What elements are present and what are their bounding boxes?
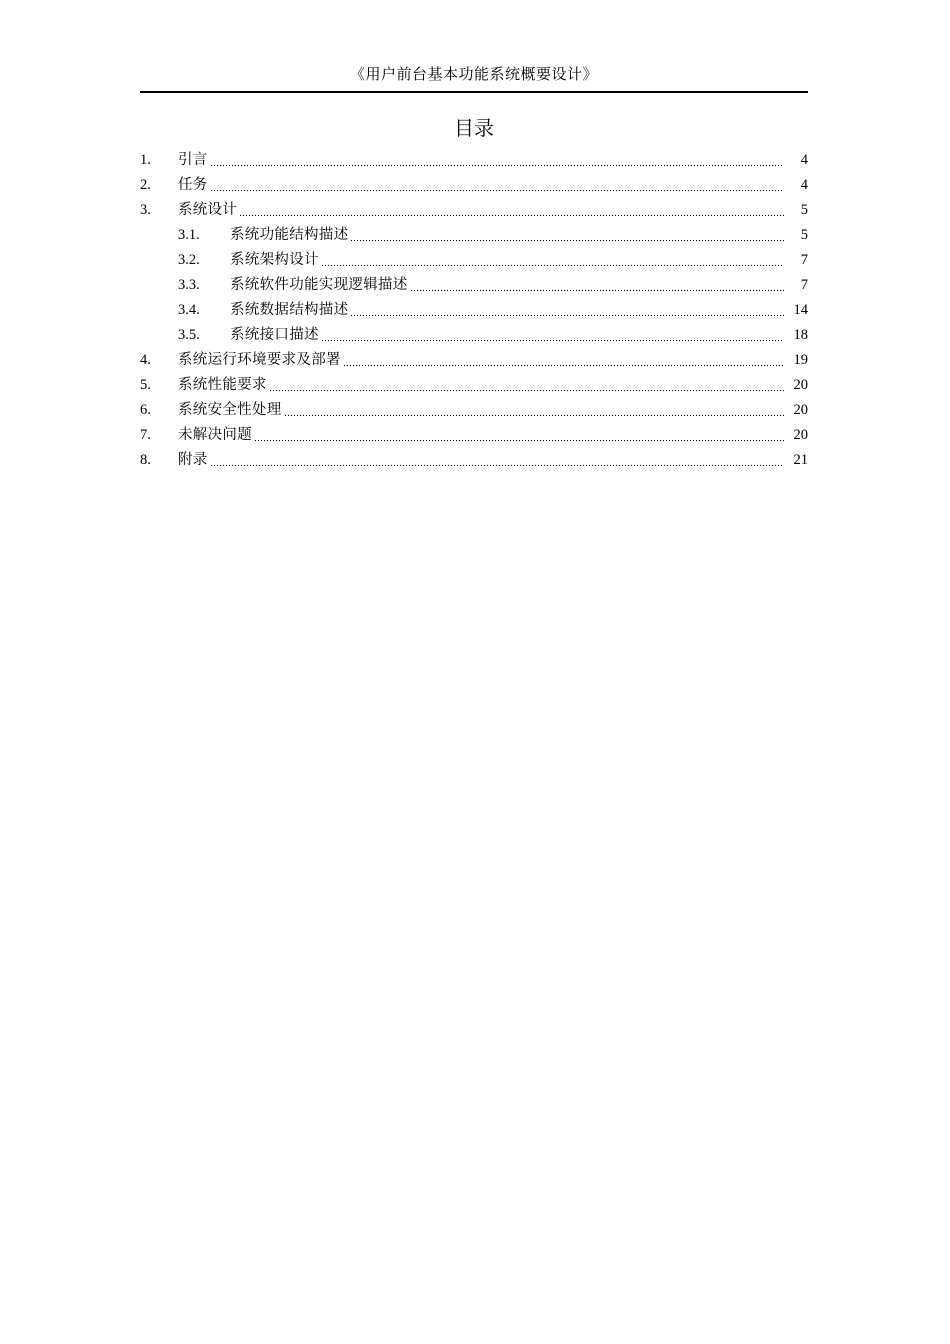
toc-entry-number: 3.4. xyxy=(178,302,200,318)
dot-leader xyxy=(410,278,784,292)
toc-entry-page: 20 xyxy=(793,402,808,418)
toc-entry-page: 5 xyxy=(800,202,808,218)
toc-entry-text: 系统运行环境要求及部署 xyxy=(178,352,341,368)
toc-entry-3-2[interactable] xyxy=(140,248,808,273)
dot-leader xyxy=(269,378,784,392)
toc-entry-page: 4 xyxy=(800,177,808,193)
toc-entry-text: 附录 xyxy=(178,452,208,468)
toc-entry-number: 8. xyxy=(140,452,151,468)
toc-entry-text: 系统数据结构描述 xyxy=(230,302,349,318)
toc-entry-text: 系统性能要求 xyxy=(178,377,267,393)
toc-entry-2[interactable] xyxy=(140,173,808,198)
toc-entry-5[interactable] xyxy=(140,373,808,398)
dot-leader xyxy=(210,153,784,167)
toc-entry-page: 5 xyxy=(800,227,808,243)
toc-entry-number: 6. xyxy=(140,402,151,418)
toc-entry-page: 20 xyxy=(793,427,808,443)
toc-entry-4[interactable] xyxy=(140,348,808,373)
toc-entry-number: 1. xyxy=(140,152,151,168)
toc-entry-page: 7 xyxy=(800,277,808,293)
toc-entry-3-5[interactable] xyxy=(140,323,808,348)
toc-entry-text: 系统软件功能实现逻辑描述 xyxy=(230,277,408,293)
toc-entry-text: 系统功能结构描述 xyxy=(230,227,349,243)
dot-leader xyxy=(350,228,784,242)
toc-entry-number: 3.2. xyxy=(178,252,200,268)
dot-leader xyxy=(254,428,784,442)
toc-entry-text: 未解决问题 xyxy=(178,427,252,443)
toc-entry-page: 19 xyxy=(793,352,808,368)
dot-leader xyxy=(210,453,784,467)
header-rule xyxy=(140,91,808,93)
toc-entry-number: 5. xyxy=(140,377,151,393)
dot-leader xyxy=(321,328,784,342)
toc-entry-number: 4. xyxy=(140,352,151,368)
toc-entry-number: 3.5. xyxy=(178,327,200,343)
document-header: 《用户前台基本功能系统概要设计》 xyxy=(349,65,598,83)
toc-entry-7[interactable] xyxy=(140,423,808,448)
toc-entry-number: 3.1. xyxy=(178,227,200,243)
dot-leader xyxy=(350,303,784,317)
dot-leader xyxy=(321,253,784,267)
toc-entry-3-1[interactable] xyxy=(140,223,808,248)
dot-leader xyxy=(284,403,784,417)
toc-title: 目录 xyxy=(454,116,494,140)
dot-leader xyxy=(210,178,784,192)
toc-entry-8[interactable] xyxy=(140,448,808,473)
toc-entry-3[interactable] xyxy=(140,198,808,223)
toc-entry-text: 系统安全性处理 xyxy=(178,402,282,418)
toc-entry-page: 21 xyxy=(793,452,808,468)
toc-entry-6[interactable] xyxy=(140,398,808,423)
toc-entry-text: 任务 xyxy=(178,177,208,193)
toc-entry-text: 系统架构设计 xyxy=(230,252,319,268)
toc-entry-1[interactable] xyxy=(140,148,808,173)
toc-entry-text: 系统设计 xyxy=(178,202,238,218)
toc-entry-number: 7. xyxy=(140,427,151,443)
toc-entry-3-3[interactable] xyxy=(140,273,808,298)
toc-entry-page: 7 xyxy=(800,252,808,268)
dot-leader xyxy=(343,353,784,367)
toc-entry-number: 2. xyxy=(140,177,151,193)
toc-entry-text: 系统接口描述 xyxy=(230,327,319,343)
dot-leader xyxy=(239,203,784,217)
toc-entry-page: 20 xyxy=(793,377,808,393)
table-of-contents xyxy=(140,148,808,473)
toc-entry-3-4[interactable] xyxy=(140,298,808,323)
toc-entry-page: 14 xyxy=(793,302,808,318)
toc-entry-page: 4 xyxy=(800,152,808,168)
toc-entry-page: 18 xyxy=(793,327,808,343)
toc-entry-number: 3.3. xyxy=(178,277,200,293)
toc-entry-text: 引言 xyxy=(178,152,208,168)
toc-entry-number: 3. xyxy=(140,202,151,218)
